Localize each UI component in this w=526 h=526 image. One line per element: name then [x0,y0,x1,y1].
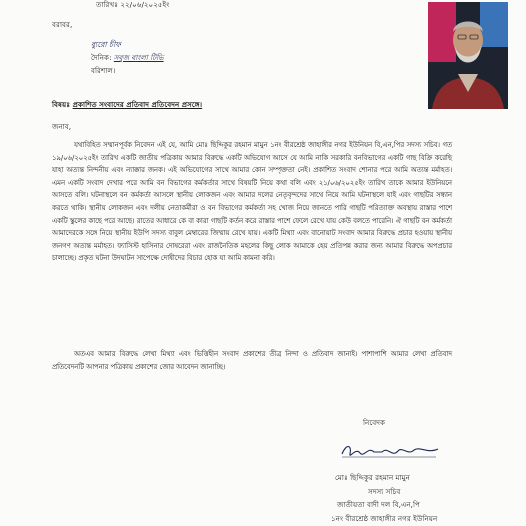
salutation: জনাব, [52,122,72,131]
recipient-paper-name: সবুজ বাংলা টিভি [113,53,164,62]
signer-union: ১নং বীরশ্রেষ্ঠ জাহাঙ্গীর নগর ইউনিয়ন [331,514,438,523]
signer-party: জাতীয়তা বাদী দল বি,এন,পি [337,500,420,509]
signer-role: সদস্য সচিব [368,487,401,496]
signature [338,440,442,462]
recipient-paper-line: দৈনিক: সবুজ বাংলা টিভি [91,53,164,62]
body-paragraph-2: অতএব আমার বিরুদ্ধে লেখা মিথ্যা এবং ভিত্তিহীন সংবাদ প্রকাশের তীব্র নিন্দা ও প্রতিবাদ জানাই। পাশাপাশি আমার লেখা প্রতিবাদ প্রতিবেদনটি আপনার পত্রিকায় প্রকাশের জোর আবেদন জানাচ্ছি। [52,350,452,371]
portrait-image [428,2,508,109]
body-paragraph-1: যথাবিহিত সম্মানপূর্বক নিবেদন এই যে, আমি মোঃ ছিদ্দিকুর রহমান মামুন ১নং বীরশ্রেষ্ঠ জাহাঙ্গীর নগর ইউনিয়ন বি,এন,পির সদস্য সচিব। গত ১৯/০৬/২০২৫ইং তারিখ একটি জাতীয় পত্রিকায় আমার বিরুদ্ধে একটি অভিযোগ আসে যে আমি নাকি সরকারি বনবিভাগের একটি গাছ বিক্রি করেছি যাহা অত্যন্ত নিন্দনীয় এবং ন্যাক্কার জনক। এই অভিযোগের সাথে আমার কোন সম্পৃক্ততা নেই। প্রকাশিত সংবাদ শোনার পরে আমি অত্যন্ত মর্মাহত। এমন একটি সংবাদ দেখার পরে আমি বন বিভাগের কর্মকর্তার সাথে বিষয়টি নিয়ে কথা বলি এবং ২১/০৬/২০২৫ইং তারিখ তাকে আমার ইউনিয়নে আসতে বলি। ঘটনাস্থলে বন কর্মকর্তা আসলে স্থানীয় লোকজন এবং আমার দলের নেতৃবৃন্দদের সাথে নিয়ে আমি ঘটনাস্থলে যাই এবং গাছটির সন্ধান করতে থাকি। স্থানীয় লোকজন এবং দলীয় নেতাকর্মীরা ও বন বিভাগের কর্মকর্তা সহ খোজ নিয়ে জানতে পারি গাছটি পরিত্যাক্ত অবস্থায় রাস্তার পাশে একটি স্কুলের কাছে পরে আছে। রাতের আধারে কে বা কারা গাছটি কর্তন করে রাস্তার পাশে ফেলে রেখে যায় কেউ বলতে পারেনি। ঐ গাছটি বন কর্মকর্তা আমাদেরকে সঙ্গে নিয়ে স্থানীয় ইউপি সদস্য বাবুল মেম্বারের জিম্মায় রেখে যায়। একটি মিথ্যা এবং বানোয়াট সংবাদ আমার বিরুদ্ধে প্রচার হওয়ায় স্থানীয় জনগণ অত্যন্ত মর্মাহত। ফ্যাসিস্ট হাসিনার দোষরেরা এবং রাজনৈতিক মহলের কিছু লোক আমাকে হেয় প্রতিপন্ন করার জন্য আমার বিরুদ্ধে অপপ্রচার চালাচ্ছে। প্রকৃত ঘটনা উদঘাটন সাপেক্ষে দোষীদের বিচার হোক যা আমি কামনা করি। [52,141,452,263]
signer-name: মোঃ ছিদ্দিকুর রহমান মামুন [335,473,410,482]
subject-label: বিষয়ঃ [52,100,71,109]
to-label: বরাবর, [52,20,73,29]
recipient-role: ব্যুরো চীফ [91,40,121,49]
sender-photo [428,2,508,109]
date-line: তারিখঃ ২২/০৬/২০২৫ইং [96,0,170,9]
subject-text: প্রকাশিত সংবাদের প্রতিবাদ প্রতিবেদন প্রসঙ্গে। [72,100,203,109]
recipient-place: বরিশাল। [91,66,116,75]
recipient-paper-prefix: দৈনিক [91,53,110,62]
subject-line [52,100,202,109]
closing: নিবেদক [363,418,386,427]
